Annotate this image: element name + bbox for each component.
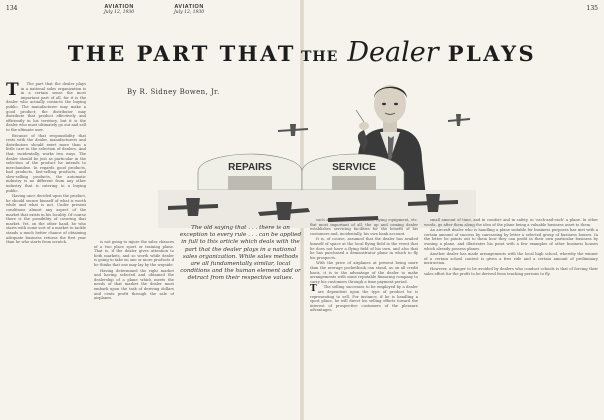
paragraph: With the price of airplanes at present being more than the average pocketbook can stand, as on all credit basis, it is to the advantage of the dealer to make arrangements with some reputable financing company to carry his customers through a time payment period. [310, 261, 418, 284]
paragraph: small amount of time, and in comfort and in safety, in 'each-and-each' a plane. In other words, go after them along the idea of the plane being a valuable business asset to them. [424, 218, 598, 227]
paragraph: such as parts and accessories, flying equipment, etc. But most important of all, the up and coming dealer establishes servicing facilities for the benefit of his customers and, incidentally, his own bank account. [310, 218, 418, 236]
paragraph: Another dealer has made arrangements with the local high school, whereby the winner of a certain school contest is given a free ride and a certain amount of preliminary instruction. [424, 252, 598, 266]
text-column-2 [94, 240, 174, 416]
paragraph: An aircraft dealer who is handling a plane suitable for business purposes has met with a certain amount of success by canvassing by letter a selected group of business houses. In the letter he points out to them how they can profit in their own particular business by owning a plane, and illustrates his point with a few examples of other business houses which already possess planes. [424, 228, 598, 251]
hangar-sign-repairs: REPAIRS [228, 162, 272, 173]
running-head-right-magazine: AVIATION [174, 4, 204, 10]
paragraph: Having determined the right market and having selected and obtained the dealership of a plane which meets the needs of that market the dealer must embark upon the task of deriving dollars and cents profit through the sale of airplanes. [94, 268, 174, 301]
paragraph: The part that the dealer plays in a national sales organization is in a certain sense the most important part of all, for it is the dealer who actually contacts the buying public. The manufacturer may make a good product; the distributor may distribute that product effectively and efficiently in his territory, but it is the dealer who must ultimately go out and sell to the ultimate user. [6, 82, 86, 132]
pull-quote: The old saying that . . . there is an exception to every rule . . . can be applied in full to this article which deals with the part that the dealer plays in a national sales organization. While sales methods are all fundamentally similar, local conditions and the human element add or detract from their respective values. [179, 225, 302, 282]
article-byline: By R. Sidney Bowen, Jr. [127, 88, 220, 96]
drop-cap: T [6, 82, 19, 100]
hangar-buildings [198, 154, 404, 190]
headline-part-2: THE [300, 49, 339, 65]
article-illustration [158, 80, 476, 228]
running-head-left [104, 4, 134, 15]
paragraph: The selling successes to be employed by a dealer are dependent upon the type of product he is representing to sell. For instance, if he is handling a sport plane, he will direct his selling efforts toward the interest of prospective customers of the pleasure advantages. [310, 285, 418, 313]
headline-part-4: PLAYS [447, 41, 537, 66]
page-number-right: 135 [586, 5, 598, 12]
text-column-3 [310, 218, 418, 416]
running-head-left-date: July 12, 1930 [104, 10, 135, 15]
running-head-left-magazine: AVIATION [104, 4, 134, 10]
text-column-4 [424, 218, 598, 416]
headline-part-1: THE PART THAT [67, 41, 296, 66]
headline-dealer-word: Dealer [347, 37, 439, 68]
article-headline [0, 37, 604, 67]
page-number-left: 134 [6, 5, 18, 12]
paragraph: Having once decided upon the product, he should secure himself of what is worth while and what is not. Under present conditions almost any aspect of the market that exists in his locality. Of course there is the possibility of covering that market. Yet, on the other hand, he who starts with some sort of a market to tackle stands a much better chance of obtaining adequate business returns the first year than he who starts from scratch. [6, 194, 86, 245]
text-column-1 [6, 82, 86, 416]
paragraph: is not going to injure the sales chances of a two place sport or training plane. That is, if the dealer gives attention to both markets, and so worth while dealer is going to take on one or more products if he thinks that one may lay by the wayside. [94, 240, 174, 267]
running-head-right [174, 4, 204, 15]
paragraph: Because of that responsibility that rests with the dealer, manufacturers and distributors should exert more than a little care in the selection of dealers. And that, incidentally, works two ways. The dealer should be just as particular in the selection of the product he intends to merchandise. In regards good products, bad products, fast-selling products, and slow-selling products, the automatic industry is no different from any other industry that is catering to a buying public. [6, 133, 86, 193]
running-head-right-date: July 12, 1930 [174, 10, 205, 15]
paragraph: It is, of course, assumed that the dealer has availed himself of space at the local flying field in the event that he does not have a flying field of his own, and also that he has purchased a demonstrator plane in which to fly his prospects. [310, 237, 418, 260]
drop-cap: T [310, 284, 317, 295]
hangar-sign-service: SERVICE [332, 162, 376, 173]
paragraph: However, a danger to be avoided by dealers who conduct schools is that of forcing their sales effort for the profit to be derived from teaching persons to fly. [424, 266, 598, 276]
